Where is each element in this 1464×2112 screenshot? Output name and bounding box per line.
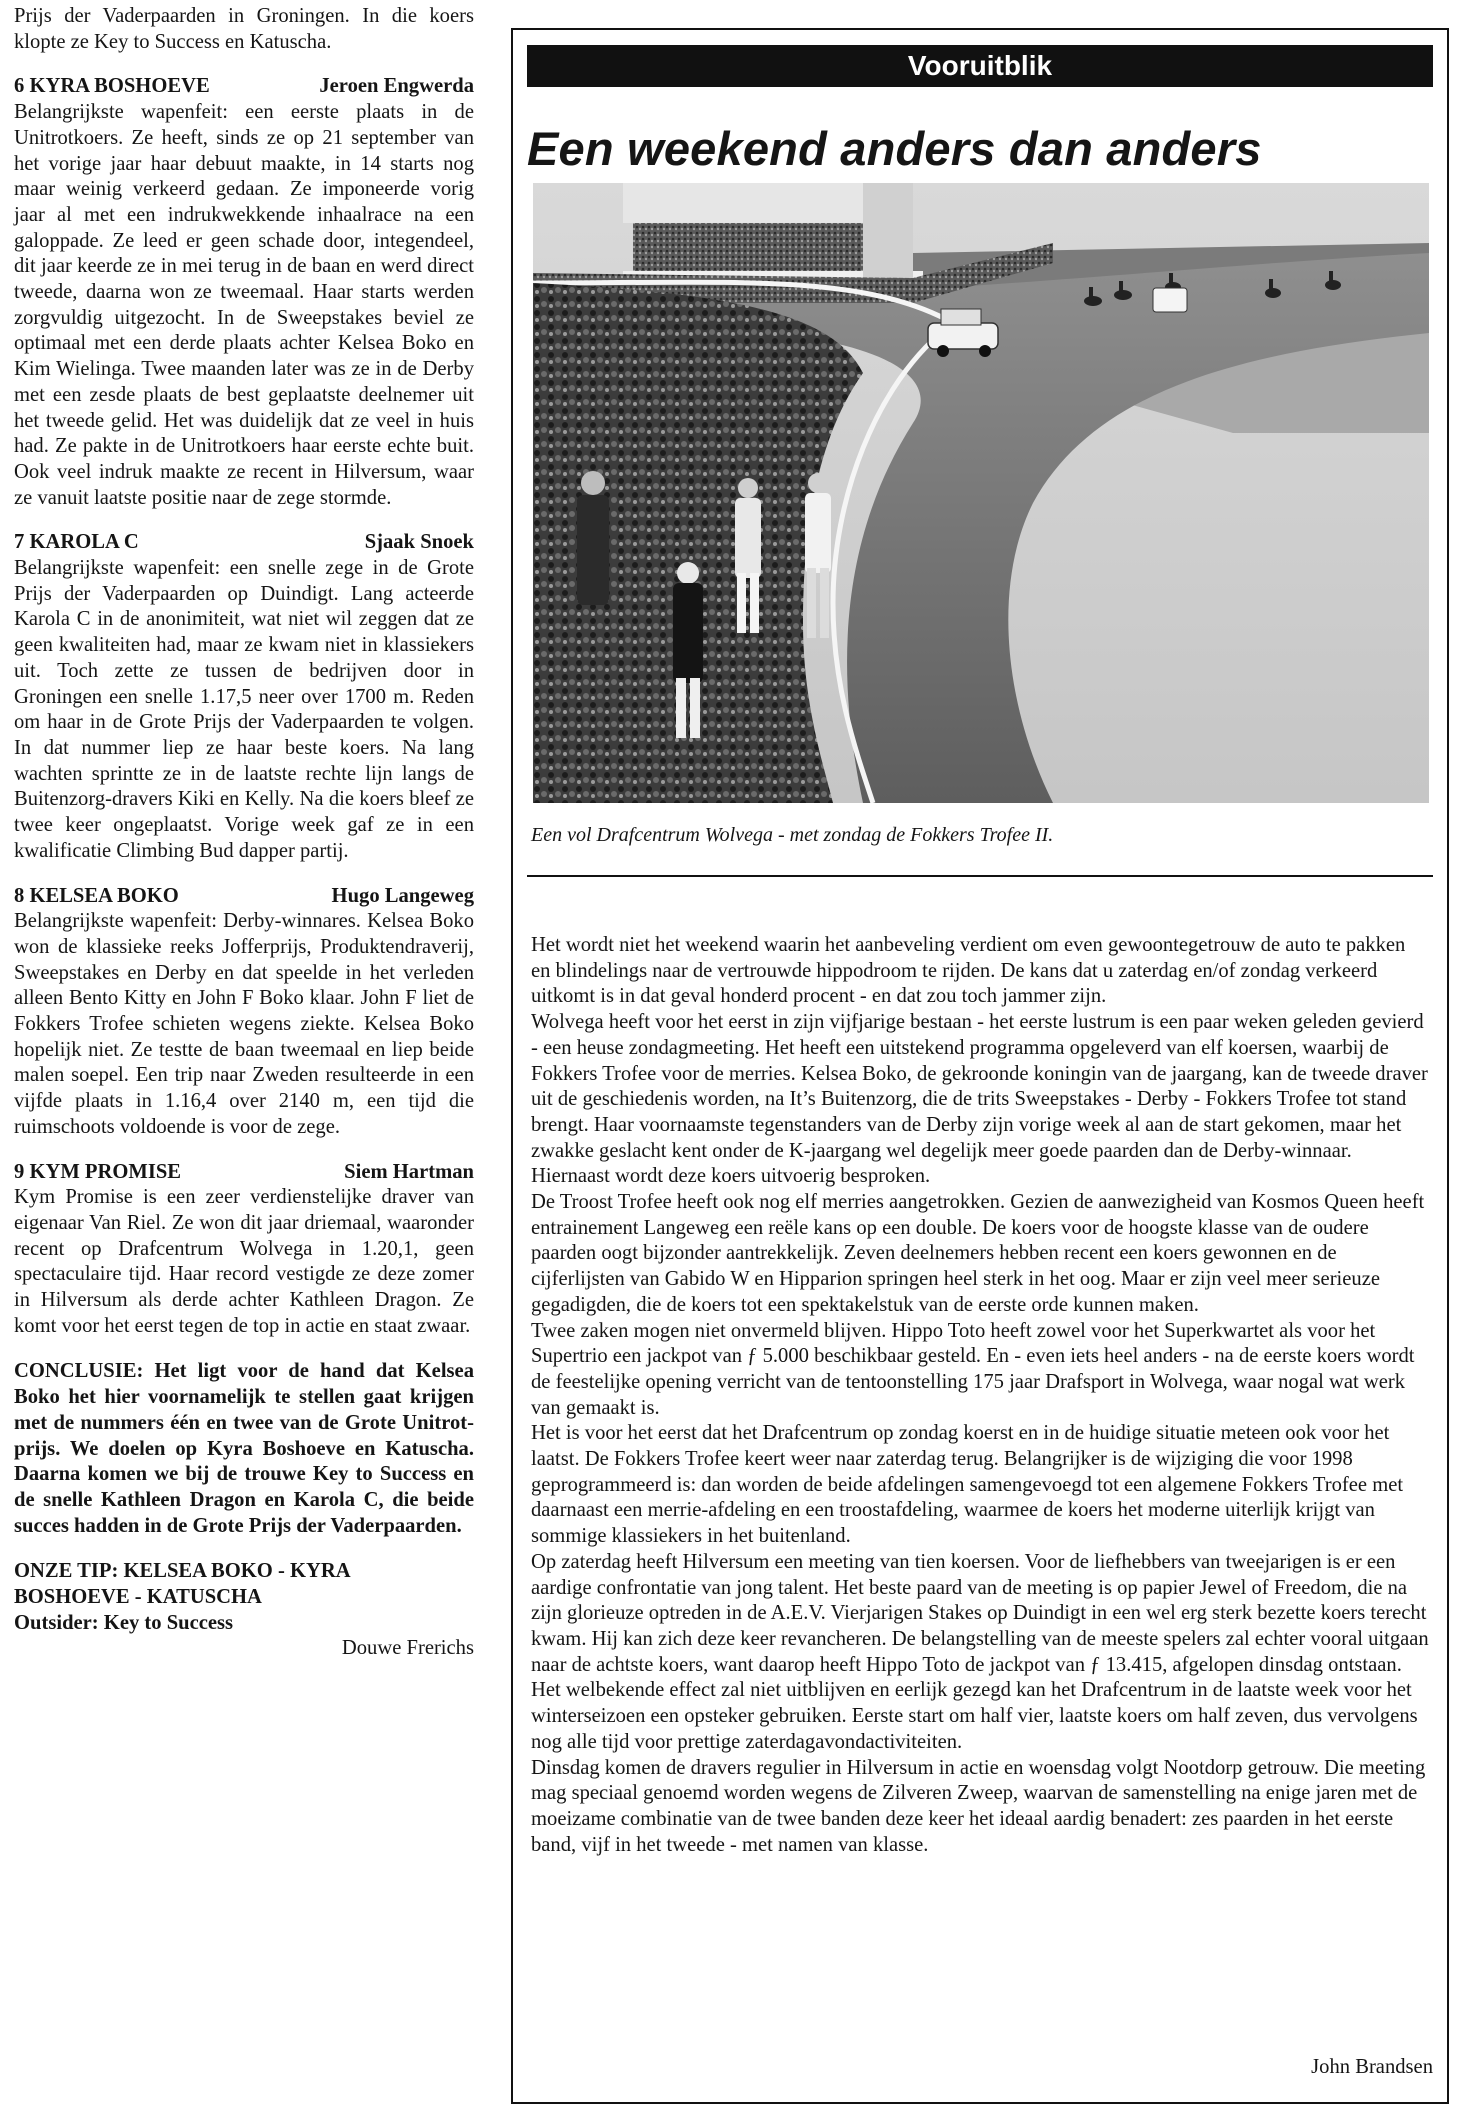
article-paragraph: Het wordt niet het weekend waarin het aanbeveling verdient om even gewoontegetrouw de auto te pakken en blindelings naar de vertrouwde hippodroom te rijden. De kans dat u zaterdag en/of zondag verkeerd uitkomt is in dat geval honderd procent - en dat zou toch jammer zijn. <box>531 934 1406 1008</box>
outsider-line: Outsider: Key to Success <box>14 1611 234 1634</box>
trainer-name: Jeroen Engwerda <box>319 75 474 98</box>
entry-heading <box>14 1160 474 1186</box>
article-paragraph: Wolvega heeft voor het eerst in zijn vijfjarige bestaan - het eerste lustrum is een paar weken geleden gevierd - een heuse zondagmeeting. Het heeft een uitstekend programma opgeleverd van elf koersen, waarbij de Fokkers Trofee voor de merries. Kelsea Boko, de gekroonde koningin van de jaargang, kan de tweede draver uit de geschiedenis worden, na It’s Buitenzorg, die de trits Sweepstakes - Derby - Fokkers Trofee tot stand brengt. Haar voornaamste tegenstanders van de Derby zijn vorige week al aan de start gekomen, maar het zwakke geslacht kent onder de K-jaargang wel degelijk meer goede paarden dan de Derby-winnaar. Hiernaast wordt deze koers uitvoerig besproken. <box>531 1011 1428 1188</box>
article-paragraph: Twee zaken mogen niet onvermeld blijven. Hippo Toto heeft zowel voor het Superkwartet als voor het Supertrio een jackpot van ƒ 5.000 beschikbaar gesteld. En - even iets heel anders - na de eerste koers wordt de feestelijke opening verricht van de tentoonstelling 175 jaar Drafsport in Wolvega, waar nogal wat werk van gemaakt is. <box>531 1319 1415 1419</box>
photo-caption: Een vol Drafcentrum Wolvega - met zondag de Fokkers Trofee II. <box>531 824 1054 846</box>
tip-line: BOSHOEVE - KATUSCHA <box>14 1586 262 1609</box>
horse-name: 8 KELSEA BOKO <box>14 884 179 907</box>
article-body <box>531 933 1429 1858</box>
trainer-name: Sjaak Snoek <box>364 531 474 554</box>
author-byline: Douwe Frerichs <box>341 1637 474 1660</box>
racetrack-photo <box>533 183 1429 803</box>
left-column <box>14 4 474 1662</box>
article-paragraph: Dinsdag komen de dravers regulier in Hilversum in actie en woensdag volgt Nootdorp getrouw. Die meeting mag speciaal genoemd worden wegens de Zilveren Zweep, waarvan de samenstelling na enige jaren met de moeizame combinatie van de twee banden deze keer het ideaal aardig benadert: zes paarden in het eerste band, vijf in het tweede - met namen van klasse. <box>531 1756 1426 1856</box>
article-paragraph: Op zaterdag heeft Hilversum een meeting van tien koersen. Voor de liefhebbers van tweejarigen is er een aardige confrontatie van jong talent. Het beste paard van de meeting is op papier Jewel of Freedom, die na zijn glorieuze optreden in de A.E.V. Vierjarigen Stakes op Duindigt in een wel erg sterk bezette koers terecht kwam. Hij kan zich deze keer revancheren. De belangstelling van de meeste spelers zal echter vooral uitgaan naar de achtste koers, want daarop heeft Hippo Toto de jackpot van ƒ 13.415, afgelopen dinsdag ontstaan. Het welbekende effect zal niet uitblijven en eerlijk gezegd kan het Drafcentrum in de laatste week voor het winterseizoen een opsteker gebruiken. Eerste start om half vier, laatste koers om half zeven, dus vervolgens nog alle tijd voor prettige zaterdagavondactiviteiten. <box>531 1550 1429 1753</box>
section-header: Vooruitblik <box>527 45 1433 87</box>
entry-text: Belangrijkste wapenfeit: Derby-winnares. Kelsea Boko won de klassieke reeks Jofferprijs, Produktendraverij, Sweepstakes en Derby en dat speelde in het verleden alleen Bento Kitty en John F Boko klaar. John F liet de Fokkers Trofee schieten wegens ziekte. Kelsea Boko hopelijk niet. Ze testte de baan tweemaal en liep beide malen soepel. Een trip naar Zweden resulteerde in een vijfde plaats in 1.16,4 over 2140 m, een tijd die ruimschoots voldoende is voor de zege. <box>14 910 474 1138</box>
tip-line: ONZE TIP: KELSEA BOKO - KYRA <box>14 1560 351 1583</box>
horse-name: 9 KYM PROMISE <box>14 1160 182 1183</box>
entry-text: Belangrijkste wapenfeit: een snelle zege in de Grote Prijs der Vaderpaarden op Duindigt. Lang acteerde Karola C in de anonimiteit, wat niet wil zeggen dat ze geen kwaliteiten had, maar ze kwam niet in klassiekers uit. Toch zette ze tussen de bedrijven door in Groningen een snelle 1.17,5 neer over 1700 m. Reden om haar in de Grote Prijs der Vaderpaarden te volgen. In dat nummer liep ze haar beste koers. Na lang wachten sprintte ze in de laatste rechte lijn langs de Buitenzorg-dravers Kiki en Kelly. Na die koers bleef ze twee keer ongeplaatst. Vorige week gaf ze in een kwalificatie Climbing Bud dapper partij. <box>14 557 474 862</box>
author-byline: John Brandsen <box>1311 2056 1433 2078</box>
entry-text: Kym Promise is een zeer verdienstelijke draver van eigenaar Van Riel. Ze won dit jaar driemaal, waaronder recent op Drafcentrum Wolvega in 1.20,1, geen spectaculaire tijd. Haar record vestigde ze deze zomer in Hilversum als derde achter Kathleen Dragon. Ze komt voor het eerst tegen de top in actie en staat zwaar. <box>14 1186 474 1337</box>
article-paragraph: De Troost Trofee heeft ook nog elf merries aangetrokken. Gezien de aanwezigheid van Kosmos Queen heeft entrainement Langeweg een reële kans op een double. De koers voor de hoogste klasse van de oudere paarden oogt bijzonder aantrekkelijk. Zeven deelnemers hebben recent een koers gewonnen en de cijferlijsten van Gabido W en Hipparion springen heel sterk in het oog. Maar er zijn veel meer serieuze gegadigden, die de koers tot een spektakelstuk van de eerste orde kunnen maken. <box>531 1191 1425 1316</box>
trainer-name: Siem Hartman <box>344 1160 474 1183</box>
entry-karola-c <box>14 530 474 864</box>
article-headline: Een weekend anders dan anders <box>527 122 1262 175</box>
entry-heading <box>14 884 474 910</box>
entry-heading <box>14 530 474 556</box>
conclusion-text: CONCLUSIE: Het ligt voor de hand dat Kelsea Boko het hier voornamelijk te stellen gaat krijgen met de nummers één en twee van de Grote Unitrot-prijs. We doelen op Kyra Boshoeve en Katuscha. Daarna komen we bij de trouwe Key to Success en de snelle Kathleen Dragon en Karola C, die beide succes hadden in de Grote Prijs der Vaderpaarden. <box>14 1360 474 1537</box>
horse-name: 7 KAROLA C <box>14 531 139 554</box>
trainer-name: Hugo Langeweg <box>331 884 474 907</box>
article-box <box>511 28 1449 2104</box>
intro-text: Prijs der Vaderpaarden in Groningen. In die koers klopte ze Key to Success en Katuscha. <box>14 5 474 53</box>
horse-name: 6 KYRA BOSHOEVE <box>14 75 210 98</box>
entry-kelsea-boko <box>14 884 474 1141</box>
article-paragraph: Het is voor het eerst dat het Drafcentrum op zondag koerst en in de huidige situatie meteen ook voor het laatst. De Fokkers Trofee keert weer naar zaterdag terug. Belangrijker is de wijziging die voor 1998 geprogrammeerd is: dan worden de beide afdelingen samengevoegd tot een algemene Fokkers Trofee met daarnaast een merrie-afdeling en een troostafdeling, waarmee de koers het moderne uiterlijk krijgt van sommige klassiekers in het buitenland. <box>531 1422 1404 1548</box>
entry-text: Belangrijkste wapenfeit: een eerste plaats in de Unitrotkoers. Ze heeft, sinds ze op 21 september van het vorige jaar haar debuut maakte, in 14 starts nog maar weinig verkeerd gedaan. Ze imponeerde vorig jaar al met een indrukwekkende inhaalrace na een galoppade. Ze leed er geen schade door, integendeel, dit jaar keerde ze in mei terug in de baan en werd direct tweede, daarna won ze tweemaal. Haar starts werden zorgvuldig uitgezocht. In de Sweepstakes beviel ze optimaal met een derde plaats achter Kelsea Boko en Kim Wielinga. Twee maanden later was ze in de Derby met een zesde plaats de best geplaatste deelnemer uit het tweede gelid. Het was duidelijk dat ze veel in huis had. Ze pakte in de Unitrotkoers haar eerste echte buit. Ook veel indruk maakte ze recent in Hilversum, waar ze vanuit laatste positie naar de zege stormde. <box>14 101 474 509</box>
entry-heading <box>14 74 474 100</box>
entry-kyra-boshoeve <box>14 74 474 511</box>
divider-rule <box>527 875 1433 877</box>
tip-block <box>14 1559 474 1636</box>
entry-kym-promise <box>14 1160 474 1340</box>
